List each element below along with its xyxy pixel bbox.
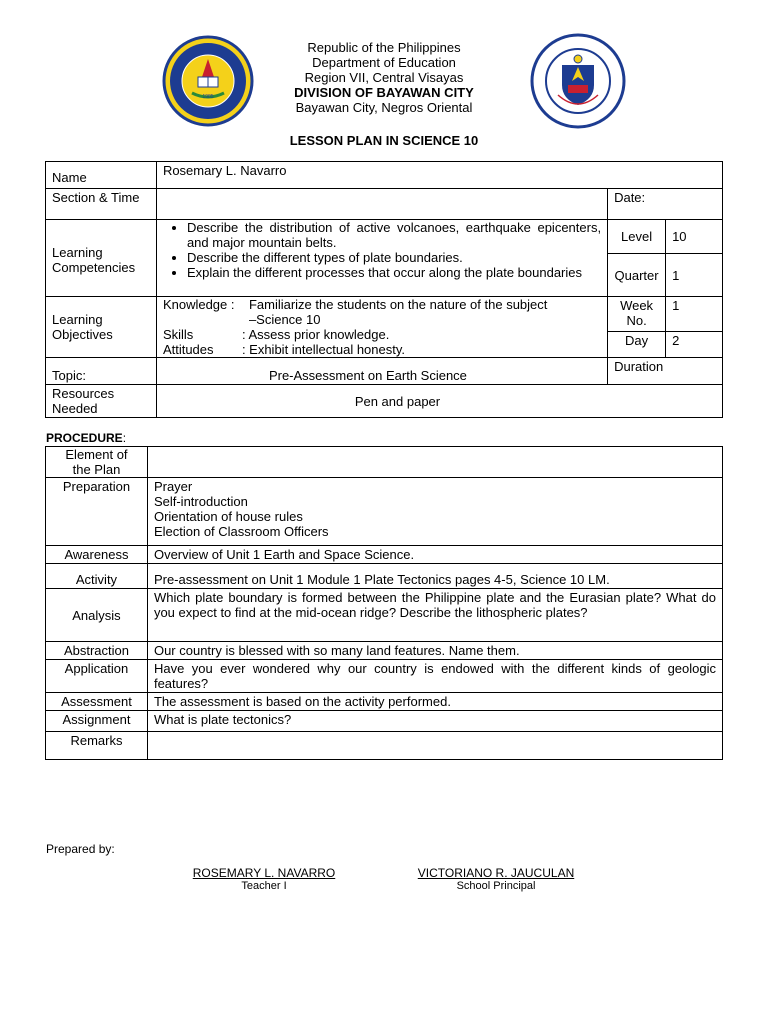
name-value: Rosemary L. Navarro <box>156 162 722 189</box>
abstraction-label: Abstraction <box>46 642 148 660</box>
prepared-by-label: Prepared by: <box>46 842 115 856</box>
procedure-table <box>45 446 723 760</box>
analysis-value: Which plate boundary is formed between the Philippine plate and the Eurasian plate? What do you expect to find at the mid-ocean ridge? Describe the lithospheric plates? <box>147 589 722 642</box>
remarks-value <box>147 732 722 760</box>
document-title: LESSON PLAN IN SCIENCE 10 <box>289 133 479 148</box>
competency-item: • Describe the different types of plate boundaries. <box>187 250 601 265</box>
week-value: 1 <box>666 297 723 332</box>
name-label: Name <box>46 162 157 189</box>
level-value: 10 <box>666 220 723 254</box>
assignment-label: Assignment <box>46 711 148 732</box>
skills-value: : Assess prior knowledge. <box>241 327 390 342</box>
principal-title: School Principal <box>456 880 536 892</box>
objectives-content <box>156 297 607 358</box>
preparation-item: Prayer <box>153 479 193 494</box>
day-value: 2 <box>666 332 723 358</box>
resources-value: Pen and paper <box>156 385 722 418</box>
topic-value: Pre-Assessment on Earth Science <box>156 358 607 385</box>
application-value: Have you ever wondered why our country is endowed with the different kinds of geologic features? <box>147 660 722 693</box>
preparation-item: Self-introduction <box>153 494 248 509</box>
header-republic: Republic of the Philippines <box>307 40 461 55</box>
abstraction-value: Our country is blessed with so many land features. Name them. <box>147 642 722 660</box>
attitudes-value: : Exhibit intellectual honesty. <box>241 342 406 357</box>
resources-label: Resources Needed <box>46 385 157 418</box>
quarter-value: 1 <box>666 254 723 297</box>
header-city: Bayawan City, Negros Oriental <box>295 100 473 115</box>
level-label: Level <box>608 220 666 254</box>
application-label: Application <box>46 660 148 693</box>
knowledge-value-cont: –Science 10 <box>248 312 321 327</box>
procedure-heading: PROCEDURE: <box>46 431 127 445</box>
section-time-value <box>156 189 607 220</box>
analysis-label: Analysis <box>46 589 148 642</box>
objectives-label: Learning Objectives <box>46 297 157 358</box>
activity-value: Pre-assessment on Unit 1 Module 1 Plate Tectonics pages 4-5, Science 10 LM. <box>147 564 722 589</box>
preparation-label: Preparation <box>46 478 148 546</box>
awareness-label: Awareness <box>46 546 148 564</box>
header-division: DIVISION OF BAYAWAN CITY <box>294 85 474 100</box>
attitudes-label: Attitudes <box>162 342 214 357</box>
preparation-items <box>147 478 722 546</box>
assessment-label: Assessment <box>46 693 148 711</box>
awareness-value: Overview of Unit 1 Earth and Space Science. <box>147 546 722 564</box>
assessment-value: The assessment is based on the activity performed. <box>147 693 722 711</box>
teacher-signature <box>170 866 358 892</box>
principal-signature <box>396 866 596 892</box>
svg-text:1985: 1985 <box>202 94 214 100</box>
element-label: Element of the Plan <box>46 447 148 478</box>
remarks-label: Remarks <box>46 732 148 760</box>
lesson-info-table <box>45 161 723 418</box>
knowledge-value: Familiarize the students on the nature of the subject <box>248 297 548 312</box>
competency-item: • Explain the different processes that occur along the plate boundaries <box>187 265 601 280</box>
teacher-title: Teacher I <box>241 880 287 892</box>
day-label: Day <box>608 332 666 358</box>
section-time-label: Section & Time <box>46 189 157 220</box>
knowledge-label: Knowledge : <box>162 297 235 312</box>
competencies-list <box>156 220 607 297</box>
week-label: Week No. <box>608 297 666 332</box>
element-value <box>147 447 722 478</box>
assignment-value: What is plate tectonics? <box>147 711 722 732</box>
quarter-label: Quarter <box>608 254 666 297</box>
topic-label: Topic: <box>46 358 157 385</box>
header-department: Department of Education <box>312 55 456 70</box>
activity-label: Activity <box>46 564 148 589</box>
header-region: Region VII, Central Visayas <box>304 70 464 85</box>
skills-label: Skills <box>162 327 194 342</box>
competency-item: • Describe the distribution of active volcanoes, earthquake epicenters, and major mountain belts. <box>187 220 601 250</box>
preparation-item: Election of Classroom Officers <box>153 524 329 539</box>
competencies-label: Learning Competencies <box>46 220 157 297</box>
teacher-name: ROSEMARY L. NAVARRO <box>192 866 336 880</box>
preparation-item: Orientation of house rules <box>153 509 303 524</box>
date-label: Date: <box>608 189 723 220</box>
duration-label: Duration <box>608 358 723 385</box>
principal-name: VICTORIANO R. JAUCULAN <box>417 866 575 880</box>
